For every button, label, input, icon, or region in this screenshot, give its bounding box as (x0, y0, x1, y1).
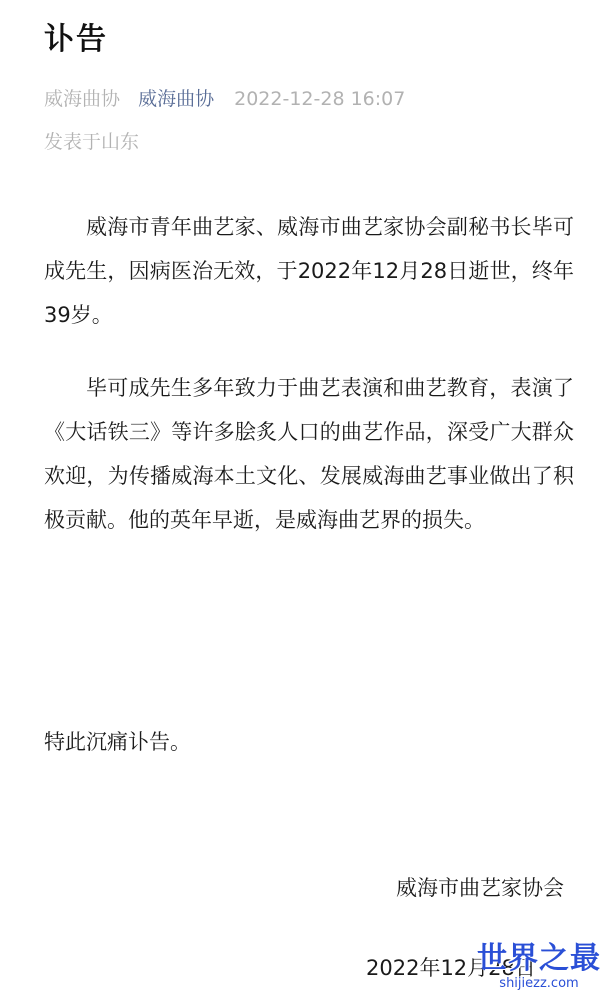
body-paragraph-1: 威海市青年曲艺家、威海市曲艺家协会副秘书长毕可成先生，因病医治无效，于2022年12月28日逝世，终年39岁。 (44, 215, 574, 327)
body-paragraph-2: 毕可成先生多年致力于曲艺表演和曲艺教育，表演了《大话铁三》等许多脍炙人口的曲艺作品，深受广大群众欢迎，为传播威海本土文化、发展威海曲艺事业做出了积极贡献。他的英年早逝，是威海曲艺界的损失。 (44, 376, 574, 532)
watermark-title: 世界之最 (477, 941, 601, 976)
account-link[interactable]: 威海曲协 (138, 88, 215, 110)
article-title: 讣告 (44, 22, 108, 57)
signature-date: 2022年12月28日 (366, 956, 536, 980)
watermark-url: shijiezz.com (499, 976, 579, 991)
closing-text: 特此沉痛讣告。 (44, 730, 191, 754)
publish-location: 发表于山东 (44, 131, 140, 153)
author-name: 威海曲协 (44, 88, 121, 110)
publish-datetime: 2022-12-28 16:07 (234, 88, 406, 110)
article-meta (44, 84, 405, 111)
site-watermark (474, 942, 604, 996)
signature-organization: 威海市曲艺家协会 (396, 876, 564, 900)
